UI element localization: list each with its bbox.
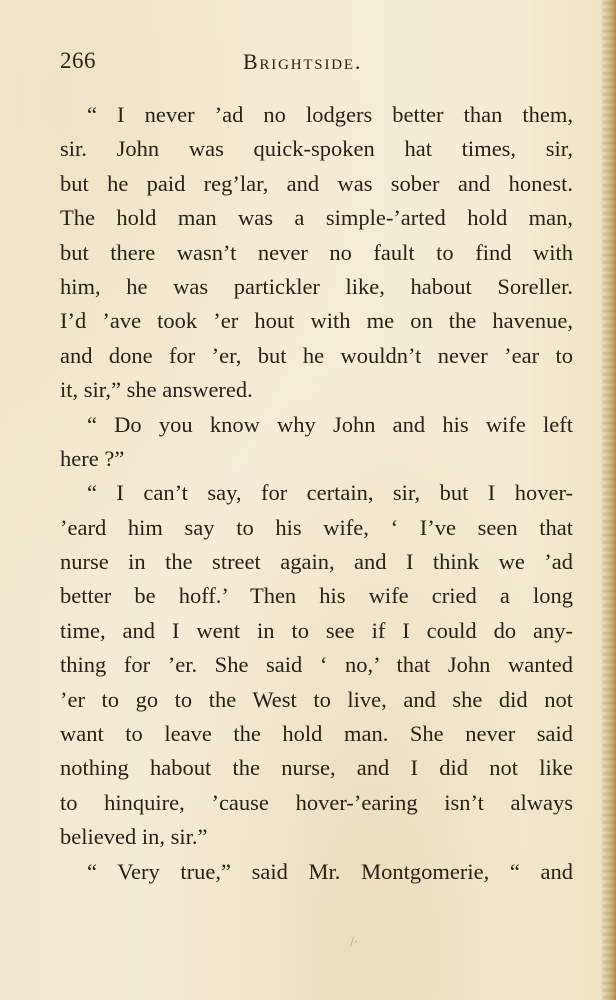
text-line: sir. John was quick-spoken hat times, sir,	[60, 136, 573, 162]
text-line: to hinquire, ’cause hover-’earing isn’t always	[60, 789, 573, 815]
text-line: it, sir,” she answered.	[60, 377, 253, 403]
page-header	[60, 48, 573, 78]
text-line: “ Do you know why John and his wife left	[87, 411, 573, 437]
text-line: him, he was partickler like, habout Soreller.	[60, 273, 573, 299]
text-line: “ I never ’ad no lodgers better than them,	[87, 102, 573, 127]
page-edge-shadow	[602, 0, 616, 1000]
text-line: “ Very true,” said Mr. Montgomerie, “ and	[87, 858, 573, 884]
text-line: but he paid reg’lar, and was sober and honest.	[60, 170, 573, 196]
text-line: thing for ’er. She said ‘ no,’ that John wanted	[60, 652, 573, 678]
text-line: “ I can’t say, for certain, sir, but I hover-	[87, 480, 573, 506]
text-line: believed in, sir.”	[60, 824, 208, 850]
text-line: nothing habout the nurse, and I did not like	[60, 755, 573, 781]
running-title: Brightside.	[243, 49, 363, 74]
page-number: 266	[60, 48, 96, 73]
text-line: ’er to go to the West to live, and she did not	[60, 686, 573, 712]
text-line: and done for ’er, but he wouldn’t never ’ear to	[60, 342, 573, 368]
text-line: The hold man was a simple-’arted hold man,	[60, 205, 573, 231]
text-line: here ?”	[60, 445, 125, 471]
text-line: time, and I went in to see if I could do any-	[60, 617, 573, 643]
text-line: want to leave the hold man. She never said	[60, 721, 573, 747]
text-line: ’eard him say to his wife, ‘ I’ve seen that	[60, 514, 573, 540]
text-line: but there wasn’t never no fault to find with	[60, 239, 573, 265]
bottom-mark: /·	[350, 935, 358, 949]
text-line: nurse in the street again, and I think we ’ad	[60, 549, 573, 575]
text-line: better be hoff.’ Then his wife cried a long	[60, 583, 573, 609]
body-text	[60, 98, 573, 889]
text-line: I’d ’ave took ’er hout with me on the havenue,	[60, 308, 573, 334]
